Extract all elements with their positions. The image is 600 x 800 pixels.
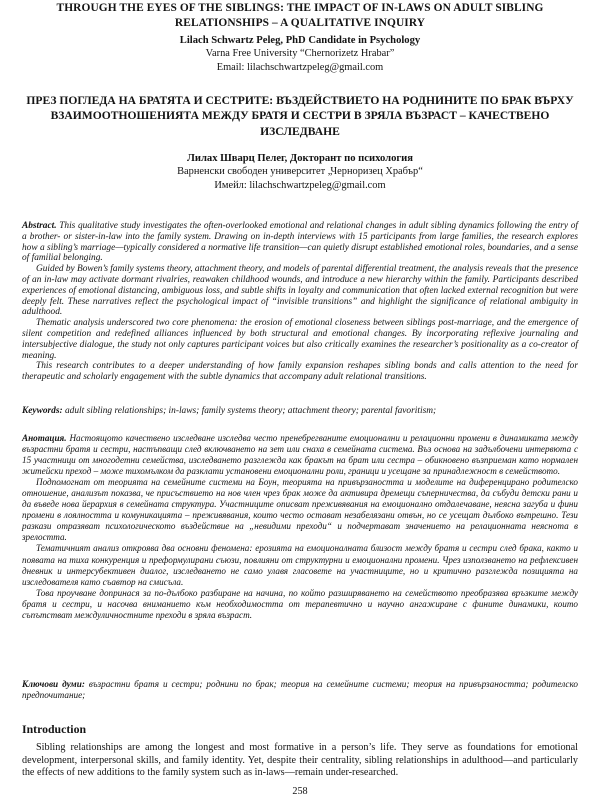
- english-keywords-text: adult sibling relationships; in-laws; family systems theory; attachment theory; parental favoritism;: [64, 406, 437, 416]
- bulgarian-keywords-text: възрастни братя и сестри; роднини по брак; теория на семейните системи; теория на привързаността; родителско предпочитание;: [22, 679, 578, 701]
- english-email: Email: lilachschwartzpeleg@gmail.com: [216, 62, 384, 73]
- bulgarian-email: Имейл: lilachschwartzpeleg@gmail.com: [214, 180, 386, 191]
- page-number: 258: [292, 786, 308, 797]
- bulgarian-abstract-paragraph: Това проучване допринася за по-дълбоко разбиране на начина, по който разширяването на семейството преобразява връзките между братя и сестри, и насочва вниманието към необходимостта от терапевтично и научно ангажиране с фините динамики, които съпътстват междуличностните преходи в зряла възраст.: [22, 587, 578, 620]
- english-keywords: [22, 406, 578, 417]
- english-abstract-text: This qualitative study investigates the often-overlooked emotional and relational changes in adult sibling dynamics following the entry of a brother- or sister-in-law into the family system. Drawing on in-depth interviews with 15 participants from large families, the research explores how a sibling’s marriage—typically considered a normative life transition—can quietly disrupt established emotional roles, boundaries, and a sense of familial belonging.: [22, 221, 578, 264]
- bulgarian-affiliation: Варненски свободен университет „Черноризец Храбър“: [177, 166, 423, 177]
- english-abstract-paragraph: This research contributes to a deeper understanding of how family expansion reshapes sibling bonds and calls attention to the need for therapeutic and scholarly engagement with the subtle dynamics that accompany adult relational transitions.: [22, 361, 578, 383]
- english-abstract-label: Abstract.: [22, 221, 57, 231]
- introduction-text: Sibling relationships are among the longest and most formative in a person’s life. They serve as foundations for emotional development, interpersonal skills, and family identity. Yet, despite their centrality, sibling relationships in adulthood—and particularly the effects of new additions to the family system such as in-laws—remain under-researched.: [22, 742, 578, 779]
- english-abstract: [22, 221, 578, 383]
- english-keywords-label: Keywords:: [22, 406, 63, 416]
- bulgarian-keywords: [22, 679, 578, 701]
- english-title: THROUGH THE EYES OF THE SIBLINGS: THE IMPACT OF IN-LAWS ON ADULT SIBLING RELATIONSHIPS – A QUALITATIVE INQUIRY: [56, 2, 544, 29]
- bulgarian-abstract-text: Настоящото качествено изследване изследва често пренебрегваните емоционални и релационни промени в динамиката между възрастни братя и сестри, настъпващи след включването на зет или снаха в семейната система. Въз основа на задълбочени интервюта с 15 участници от многодетни семейства, изследването разглежда как бракът на брат или сестра – обикновено възприеман като нормален житейски преход – може тихомълком да разклати установени емоционални роли, граници и усещане за принадлежност в семейството.: [22, 433, 578, 477]
- introduction-heading: Introduction: [22, 722, 87, 736]
- bulgarian-author: Лилах Шварц Пелег, Докторант по психология: [186, 153, 414, 164]
- bulgarian-abstract-paragraph: Подпомогнат от теорията на семейните системи на Боун, теорията на привързаността и моделите на диференцирано родителско отношение, анализът показва, че присъствието на нов член чрез брак може да активира дремещи съперничества, да събуди детски рани и да въведе нова йерархия в семейната структура. Участниците описват преживявания на емоционално отдалечаване, неясна загуба и фини промени в лоялността и комуникацията – преживявания, които често остават незабелязани отвън, но се усещат дълбоко вътрешно. Тези разкази отразяват психологическото въздействие на „невидими преходи“ и подчертават значението на релационната неяснота в зрелостта.: [22, 477, 578, 543]
- english-abstract-paragraph: Thematic analysis underscored two core phenomena: the erosion of emotional closeness between siblings post-marriage, and the emergence of silent competition and redefined alliances influenced by both structural and emotional changes. By incorporating reflexive journaling and intersubjective dialogue, the study not only captures participant voices but also critically examines the researcher’s positionality as a co-creator of meaning.: [22, 318, 578, 361]
- bulgarian-abstract-label: Анотация.: [22, 433, 67, 443]
- bulgarian-keywords-label: Ключови думи:: [22, 679, 85, 689]
- english-abstract-paragraph: [22, 221, 578, 264]
- bulgarian-abstract: [22, 433, 578, 621]
- bulgarian-abstract-paragraph: [22, 433, 578, 477]
- bulgarian-abstract-paragraph: Тематичният анализ откроява два основни феномена: ерозията на емоционалната близост между братя и сестри след брака, както и появата на тиха конкуренция и преформулирани съюзи, повлияни от структурни и емоционални промени. Чрез използването на рефлексивен дневник и интерсубективен диалог, изследването не само улавя гласовете на участниците, но и критично разглежда позицията на изследователя като съавтор на смисъла.: [22, 543, 578, 587]
- bulgarian-title: ПРЕЗ ПОГЛЕДА НА БРАТЯТА И СЕСТРИТЕ: ВЪЗДЕЙСТВИЕТО НА РОДНИНИТЕ ПО БРАК ВЪРХУ ВЗАИМООТНОШЕНИЯТА МЕЖДУ БРАТЯ И СЕСТРИ В ЗРЯЛА ВЪЗРАСТ – КАЧЕСТВЕНО ИЗСЛЕДВАНЕ: [26, 94, 574, 138]
- english-author: Lilach Schwartz Peleg, PhD Candidate in Psychology: [179, 35, 421, 46]
- english-abstract-paragraph: Guided by Bowen’s family systems theory, attachment theory, and models of parental differential treatment, the analysis reveals that the presence of an in-law may activate dormant rivalries, reawaken childhood wounds, and introduce a new hierarchy within the family. Participants described experiences of emotional distancing, ambiguous loss, and subtle shifts in loyalty and communication that often lacked external recognition but were deeply felt. These narratives reflect the psychological impact of “invisible transitions” and highlight the significance of relational ambiguity in adulthood.: [22, 264, 579, 318]
- english-affiliation: Varna Free University “Chernorizetz Hrabar”: [205, 48, 395, 59]
